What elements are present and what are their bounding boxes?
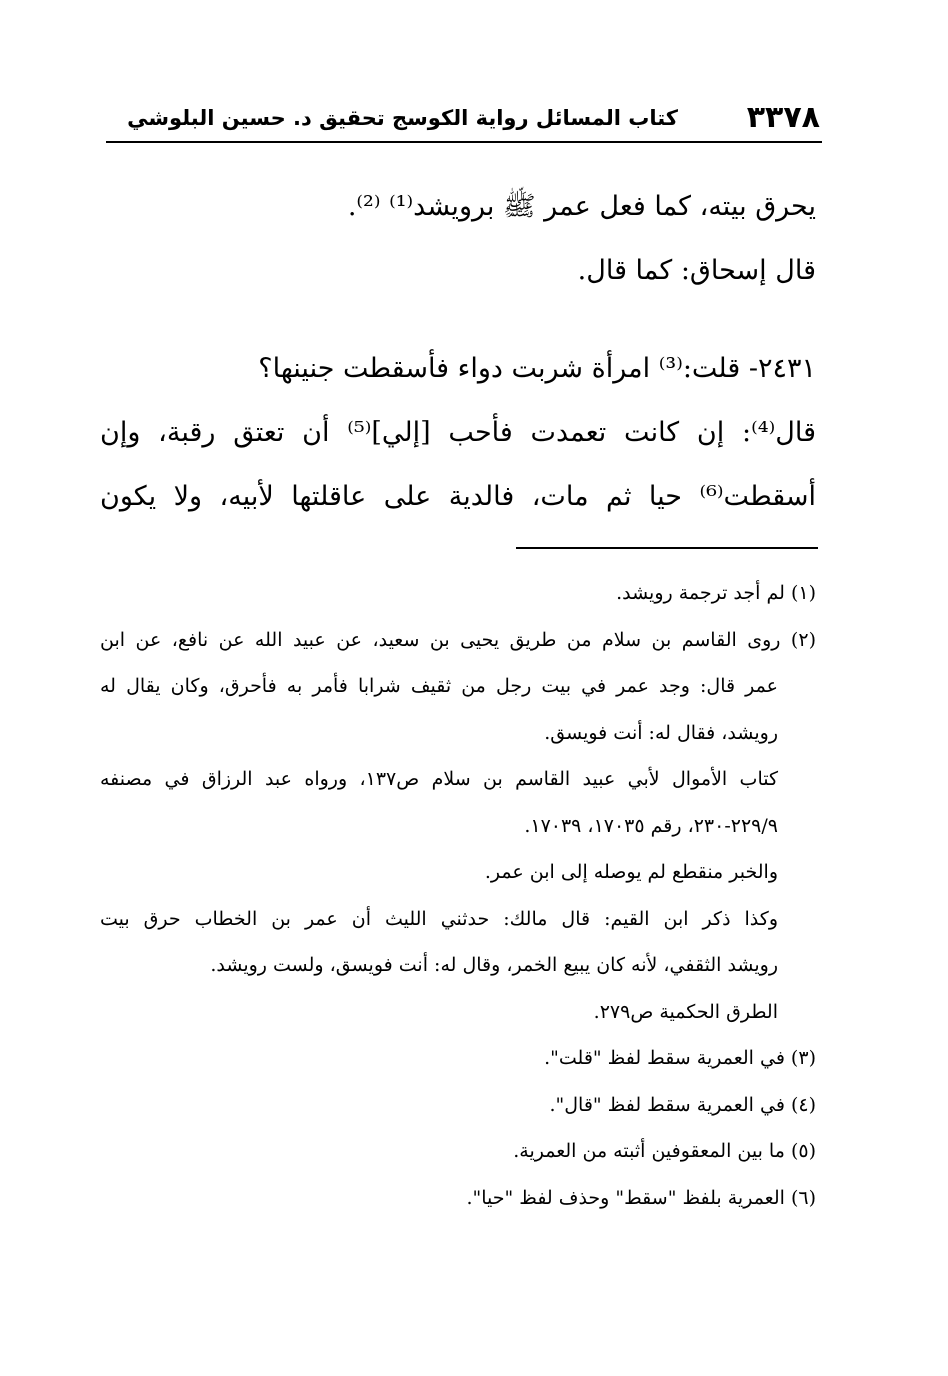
body-line: قال إسحاق: كما قال. (577, 255, 816, 286)
footnote-line: (٢) روى القاسم بن سلام من طريق يحيى بن سعيد، عن عبيد الله عن نافع، عن ابن (100, 628, 816, 651)
question-line: ٢٤٣١- قلت:⁽³⁾ امرأة شربت دواء فأسقطت جنينها؟ (258, 353, 816, 384)
footnote-line: (٣) في العمرية سقط لفظ "قلت". (544, 1047, 816, 1069)
page-number: ٣٣٧٨ (746, 100, 820, 135)
footnote-line: رويشد الثقفي، لأنه كان يبيع الخمر، وقال له: أنت فويسق، ولست رويشد. (210, 954, 778, 976)
footnote-line: رويشد، فقال له: أنت فويسق. (544, 721, 778, 744)
footnote-line: الطرق الحكمية ص٢٧٩. (593, 1000, 778, 1023)
body-line: يحرق بيته، كما فعل عمر ﷺ برويشد⁽¹⁾ ⁽²⁾. (347, 191, 816, 222)
footnote-line: وكذا ذكر ابن القيم: قال مالك: حدثني الليث أن عمر بن الخطاب حرق بيت (100, 907, 778, 930)
header-rule (106, 141, 822, 143)
footnote-line: (٤) في العمرية سقط لفظ "قال". (549, 1093, 816, 1116)
footnote-line: ٢٢٩/٩-٢٣٠، رقم ١٧٠٣٥، ١٧٠٣٩. (524, 814, 778, 837)
footnotes (100, 570, 816, 1221)
footnote-separator (516, 547, 818, 549)
running-title: كتاب المسائل رواية الكوسج تحقيق د. حسين البلوشي (127, 106, 678, 130)
footnote-line: والخبر منقطع لم يوصله إلى ابن عمر. (484, 861, 778, 883)
footnote-line: (٥) ما بين المعقوفين أثبته من العمرية. (513, 1140, 816, 1162)
footnote-line: عمر قال: وجد عمر في بيت رجل من ثقيف شرابا فأمر به فأحرق، وكان يقال له (100, 675, 778, 697)
paragraph-gap (100, 306, 816, 340)
footnote-line: (٦) العمرية بلفظ "سقط" وحذف لفظ "حيا". (466, 1186, 816, 1209)
body-line: قال⁽⁴⁾: إن كانت تعمدت فأحب [إلي]⁽⁵⁾ أن تعتق رقبة، وإن (100, 417, 816, 448)
main-text (100, 178, 816, 532)
page-header (106, 98, 820, 142)
body-line: أسقطت⁽⁶⁾ حيا ثم مات، فالدية على عاقلتها لأبيه، ولا يكون (100, 481, 816, 512)
footnote-line: كتاب الأموال لأبي عبيد القاسم بن سلام ص١٣٧، ورواه عبد الرزاق في مصنفه (100, 768, 779, 790)
footnote-line: (١) لم أجد ترجمة رويشد. (616, 582, 816, 604)
